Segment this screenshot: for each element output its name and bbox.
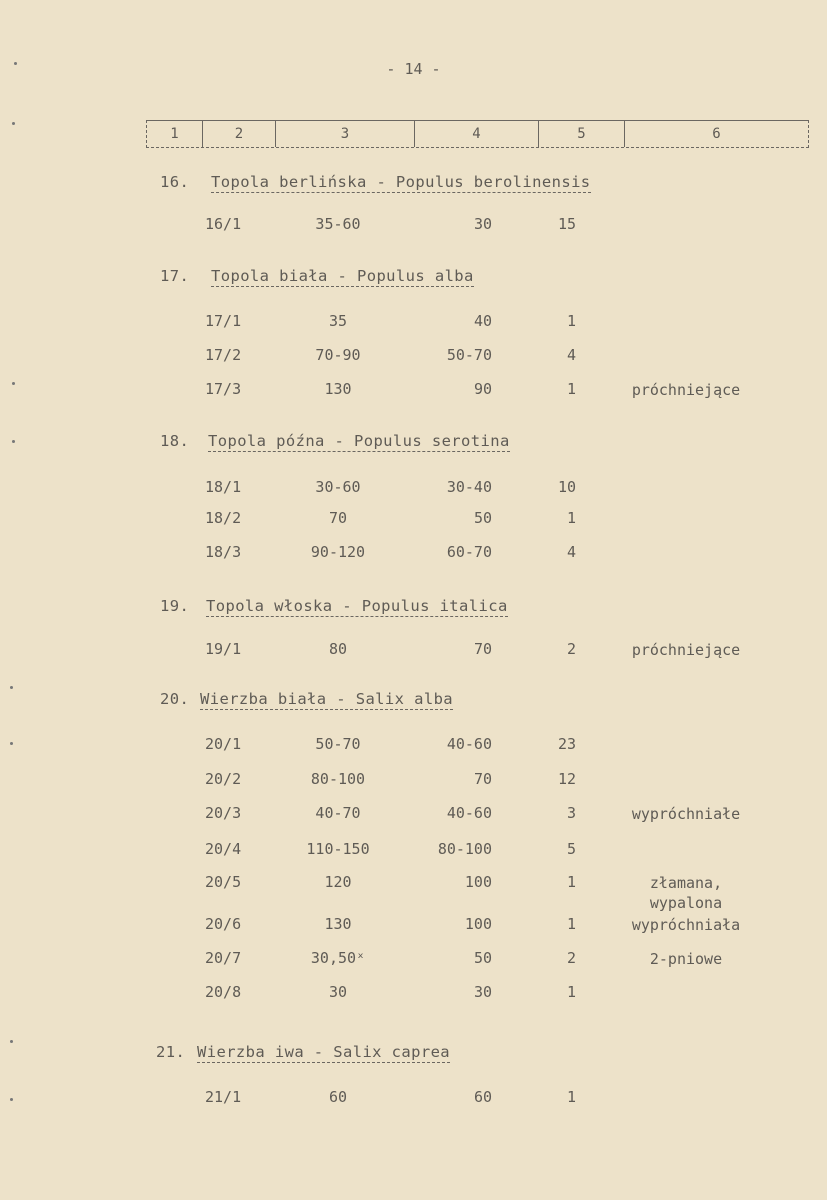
margin-speck bbox=[10, 686, 13, 689]
species-title: Topola berlińska - Populus berolinensis bbox=[211, 173, 591, 191]
count-col-5: 4 bbox=[566, 346, 576, 364]
table-row bbox=[0, 840, 827, 860]
value-col-3: 70 bbox=[328, 509, 348, 527]
value-col-4: 50 bbox=[473, 509, 492, 527]
value-col-3: 30-60 bbox=[315, 478, 361, 496]
table-row bbox=[0, 915, 827, 935]
species-title: Wierzba iwa - Salix caprea bbox=[197, 1043, 451, 1061]
tree-id: 17/2 bbox=[205, 346, 242, 364]
value-col-4: 50-70 bbox=[446, 346, 492, 364]
value-col-4: 70 bbox=[473, 770, 492, 788]
value-col-4: 40-60 bbox=[446, 735, 492, 753]
column-header-2: 2 bbox=[203, 121, 276, 147]
count-col-5: 1 bbox=[566, 312, 576, 330]
species-title: Topola biała - Populus alba bbox=[211, 267, 474, 285]
tree-id: 20/7 bbox=[205, 949, 242, 967]
value-col-4: 60 bbox=[473, 1088, 492, 1106]
tree-id: 20/1 bbox=[205, 735, 242, 753]
value-col-4: 50 bbox=[473, 949, 492, 967]
species-number: 19. bbox=[160, 597, 190, 615]
table-row bbox=[0, 543, 827, 563]
table-row bbox=[0, 346, 827, 366]
value-col-3: 130 bbox=[324, 380, 352, 398]
tree-id: 20/3 bbox=[205, 804, 242, 822]
tree-id: 20/5 bbox=[205, 873, 242, 891]
margin-speck bbox=[14, 62, 17, 65]
value-col-3: 80-100 bbox=[310, 770, 366, 788]
value-col-3: 35 bbox=[328, 312, 348, 330]
value-col-3: 80 bbox=[328, 640, 348, 658]
table-row bbox=[0, 215, 827, 235]
table-row bbox=[0, 312, 827, 332]
species-number: 16. bbox=[160, 173, 190, 191]
table-row bbox=[0, 380, 827, 400]
value-col-4: 30 bbox=[473, 215, 492, 233]
count-col-5: 5 bbox=[566, 840, 576, 858]
tree-id: 19/1 bbox=[205, 640, 242, 658]
column-header-3: 3 bbox=[276, 121, 415, 147]
value-col-4: 40 bbox=[473, 312, 492, 330]
count-col-5: 1 bbox=[566, 915, 576, 933]
species-title: Topola włoska - Populus italica bbox=[206, 597, 508, 615]
count-col-5: 1 bbox=[566, 380, 576, 398]
value-col-4: 100 bbox=[464, 873, 492, 891]
value-col-4: 30-40 bbox=[446, 478, 492, 496]
table-row bbox=[0, 478, 827, 498]
table-row bbox=[0, 983, 827, 1003]
table-row bbox=[0, 735, 827, 755]
species-title: Topola późna - Populus serotina bbox=[208, 432, 510, 450]
count-col-5: 2 bbox=[566, 949, 576, 967]
page-number: - 14 - bbox=[386, 60, 441, 78]
margin-speck bbox=[10, 1040, 13, 1043]
table-row bbox=[0, 509, 827, 529]
margin-speck bbox=[10, 1098, 13, 1101]
remark-col-6: wypróchniałe bbox=[631, 805, 741, 823]
remark-col-6: 2-pniowe bbox=[649, 950, 723, 968]
tree-id: 20/4 bbox=[205, 840, 242, 858]
tree-id: 20/6 bbox=[205, 915, 242, 933]
value-col-3: 120 bbox=[324, 873, 352, 891]
table-row bbox=[0, 873, 827, 912]
remark-col-6: złamana, wypalona bbox=[649, 874, 723, 912]
remark-col-6: próchniejące bbox=[631, 641, 741, 659]
value-col-3: 130 bbox=[324, 915, 352, 933]
margin-speck bbox=[12, 440, 15, 443]
value-col-4: 80-100 bbox=[437, 840, 492, 858]
count-col-5: 3 bbox=[566, 804, 576, 822]
tree-id: 18/2 bbox=[205, 509, 242, 527]
tree-id: 16/1 bbox=[205, 215, 242, 233]
count-col-5: 1 bbox=[566, 983, 576, 1001]
column-header-1: 1 bbox=[147, 121, 203, 147]
count-col-5: 1 bbox=[566, 1088, 576, 1106]
tree-id: 21/1 bbox=[205, 1088, 242, 1106]
tree-id: 20/2 bbox=[205, 770, 242, 788]
column-header-4: 4 bbox=[415, 121, 539, 147]
species-number: 18. bbox=[160, 432, 190, 450]
table-row bbox=[0, 804, 827, 824]
value-col-3: 90-120 bbox=[310, 543, 366, 561]
value-col-3: 30,50ˣ bbox=[310, 949, 366, 967]
value-col-3: 70-90 bbox=[315, 346, 361, 364]
value-col-4: 90 bbox=[473, 380, 492, 398]
table-row bbox=[0, 770, 827, 790]
column-header-row bbox=[146, 120, 809, 148]
tree-id: 18/3 bbox=[205, 543, 242, 561]
margin-speck bbox=[12, 382, 15, 385]
value-col-3: 60 bbox=[328, 1088, 348, 1106]
value-col-4: 100 bbox=[464, 915, 492, 933]
count-col-5: 1 bbox=[566, 509, 576, 527]
remark-col-6: próchniejące bbox=[631, 381, 741, 399]
count-col-5: 15 bbox=[557, 215, 576, 233]
margin-speck bbox=[10, 742, 13, 745]
value-col-3: 30 bbox=[328, 983, 348, 1001]
remark-col-6: wypróchniała bbox=[631, 916, 741, 934]
value-col-3: 50-70 bbox=[315, 735, 361, 753]
column-header-6: 6 bbox=[712, 126, 721, 142]
count-col-5: 23 bbox=[557, 735, 576, 753]
value-col-3: 110-150 bbox=[306, 840, 370, 858]
count-col-5: 12 bbox=[557, 770, 576, 788]
margin-speck bbox=[12, 122, 15, 125]
table-row bbox=[0, 640, 827, 660]
value-col-4: 60-70 bbox=[446, 543, 492, 561]
table-row bbox=[0, 1088, 827, 1108]
count-col-5: 4 bbox=[566, 543, 576, 561]
species-number: 21. bbox=[156, 1043, 186, 1061]
count-col-5: 10 bbox=[557, 478, 576, 496]
table-row bbox=[0, 949, 827, 969]
value-col-4: 40-60 bbox=[446, 804, 492, 822]
count-col-5: 2 bbox=[566, 640, 576, 658]
value-col-4: 30 bbox=[473, 983, 492, 1001]
tree-id: 17/3 bbox=[205, 380, 242, 398]
species-number: 17. bbox=[160, 267, 190, 285]
value-col-4: 70 bbox=[473, 640, 492, 658]
value-col-3: 35-60 bbox=[315, 215, 361, 233]
count-col-5: 1 bbox=[566, 873, 576, 891]
tree-id: 18/1 bbox=[205, 478, 242, 496]
species-title: Wierzba biała - Salix alba bbox=[200, 690, 454, 708]
value-col-3: 40-70 bbox=[315, 804, 361, 822]
tree-id: 17/1 bbox=[205, 312, 242, 330]
column-header-5: 5 bbox=[539, 121, 625, 147]
species-number: 20. bbox=[160, 690, 190, 708]
tree-id: 20/8 bbox=[205, 983, 242, 1001]
